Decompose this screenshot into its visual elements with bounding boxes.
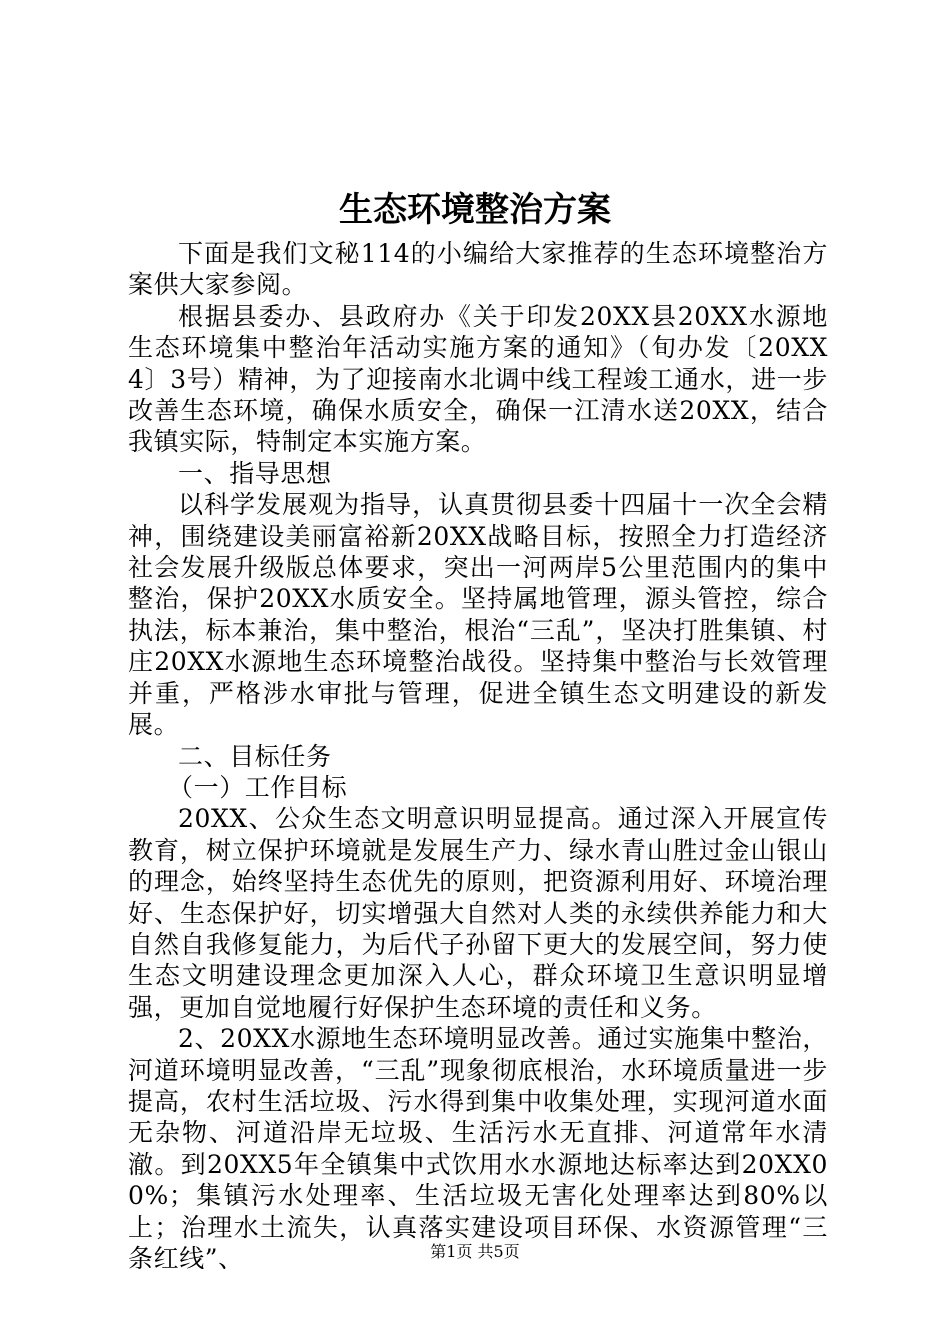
background-paragraph: 根据县委办、县政府办《关于印发20XX县20XX水源地生态环境集中整治年活动实施方案的通知》（旬办发〔20XX4〕3号）精神，为了迎接南水北调中线工程竣工通水，进一步改善生态环境，确保水质安全，确保一江清水送20XX，结合我镇实际，特制定本实施方案。	[128, 301, 828, 457]
goal-paragraph-1: 20XX、公众生态文明意识明显提高。通过深入开展宣传教育，树立保护环境就是发展生产力、绿水青山胜过金山银山的理念，始终坚持生态优先的原则，把资源利用好、环境治理好、生态保护好，切实增强大自然对人类的永续供养能力和大自然自我修复能力，为后代子孙留下更大的发展空间，努力使生态文明建设理念更加深入人心，群众环境卫生意识明显增强，更加自觉地履行好保护生态环境的责任和义务。	[128, 804, 828, 1022]
guiding-ideology-paragraph: 以科学发展观为指导，认真贯彻县委十四届十一次全会精神，围绕建设美丽富裕新20XX战略目标，按照全力打造经济社会发展升级版总体要求，突出一河两岸5公里范围内的集中整治，保护20XX水质安全。坚持属地管理，源头管控，综合执法，标本兼治，集中整治，根治“三乱”，坚决打胜集镇、村庄20XX水源地生态环境整治战役。坚持集中整治与长效管理并重，严格涉水审批与管理，促进全镇生态文明建设的新发展。	[128, 490, 828, 740]
section-heading-guiding-ideology: 一、指导思想	[178, 458, 332, 488]
document-title: 生态环境整治方案	[339, 190, 611, 230]
section-heading-goals-tasks: 二、目标任务	[178, 741, 332, 771]
subsection-heading-work-goals: （一）工作目标	[168, 772, 348, 802]
document-body	[128, 238, 828, 1274]
goal-paragraph-2: 2、20XX水源地生态环境明显改善。通过实施集中整治，河道环境明显改善，“三乱”现象彻底根治，水环境质量进一步提高，农村生活垃圾、污水得到集中收集处理，实现河道水面无杂物、河道沿岸无垃圾、生活污水无直排、河道常年水清澈。到20XX5年全镇集中式饮用水水源地达标率达到20XX00%；集镇污水处理率、生活垃圾无害化处理率达到80%以上；治理水土流失，认真落实建设项目环保、水资源管理“三条红线”、	[128, 1024, 828, 1273]
intro-paragraph: 下面是我们文秘114的小编给大家推荐的生态环境整治方案供大家参阅。	[128, 239, 828, 300]
page-number-footer: 第1页 共5页	[430, 1242, 520, 1261]
